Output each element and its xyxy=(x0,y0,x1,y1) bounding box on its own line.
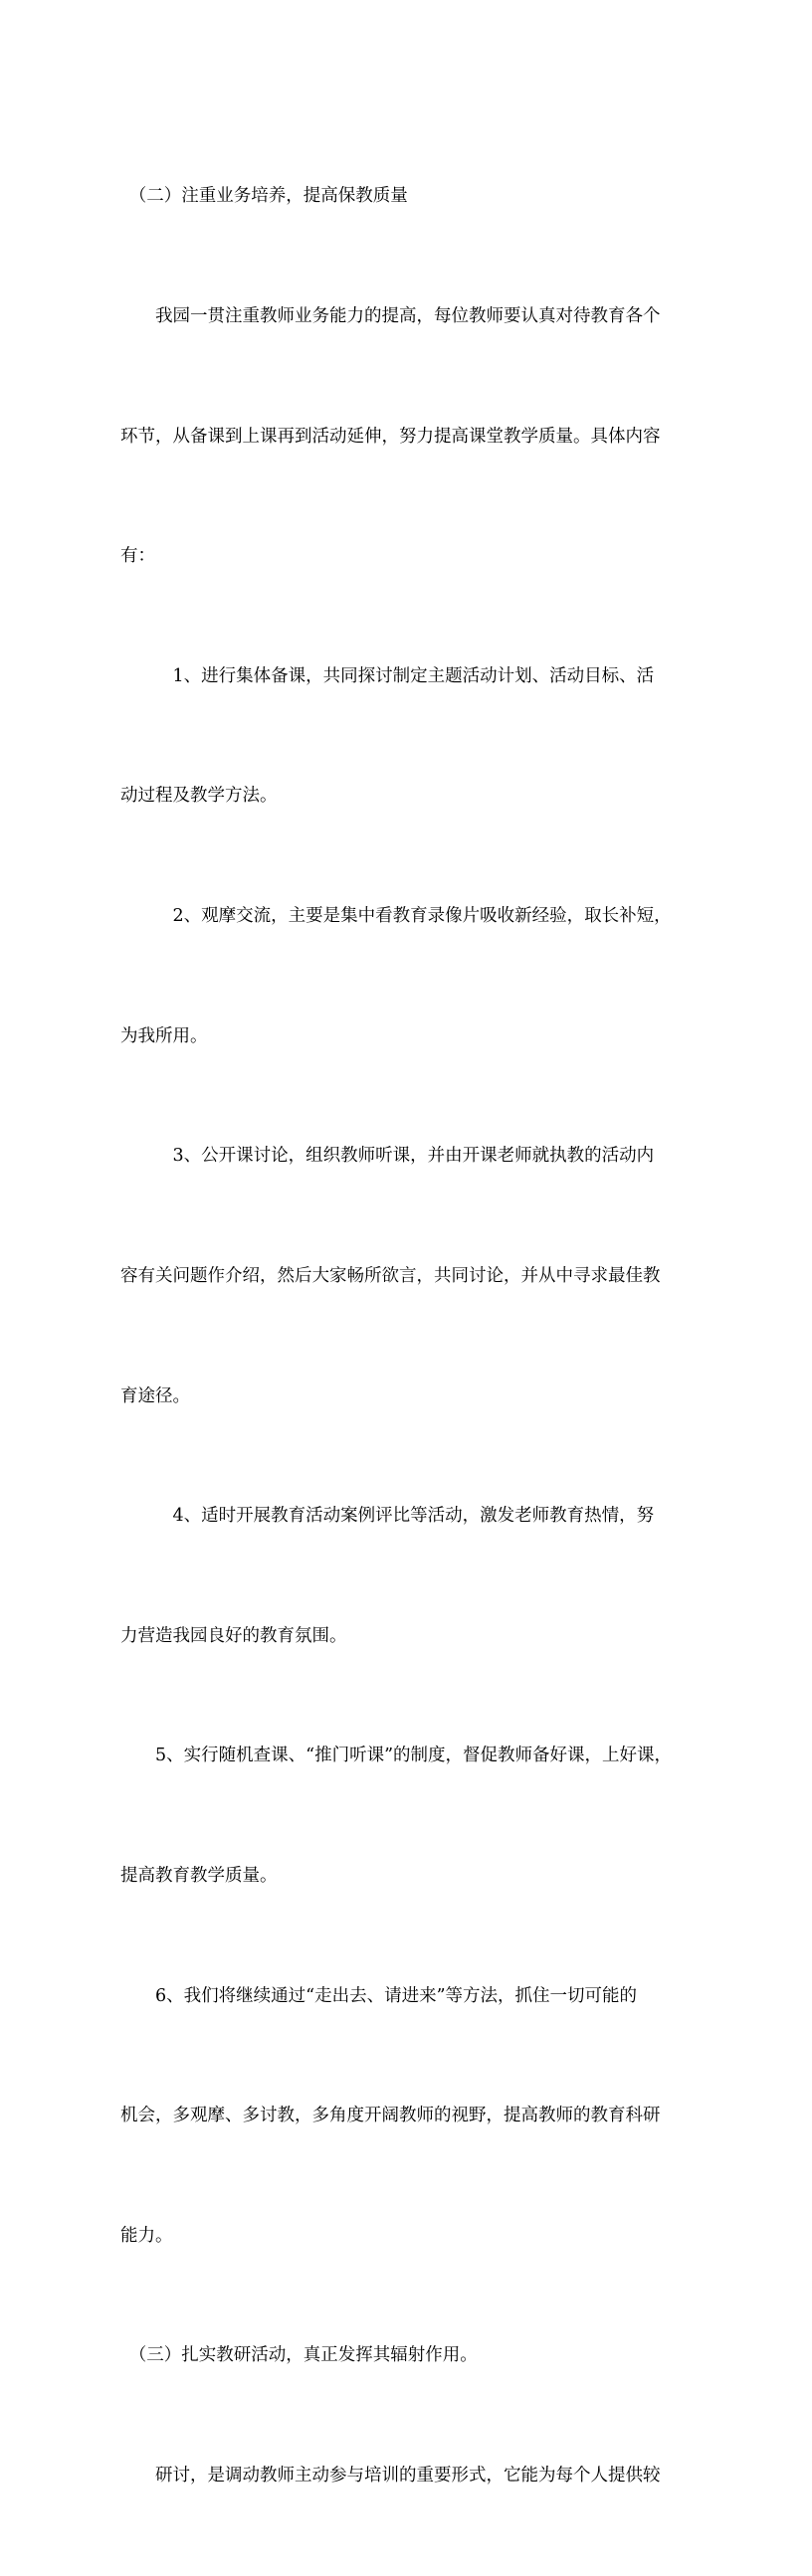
list-item-1-line: 1、进行集体备课，共同探讨制定主题活动计划、活动目标、活 xyxy=(120,665,655,686)
list-item-2-line: 2、观摩交流，主要是集中看教育录像片吸收新经验，取长补短， xyxy=(120,906,672,927)
list-item-5-line: 提高教育教学质量。 xyxy=(120,1865,278,1886)
list-item-4-line: 4、适时开展教育活动案例评比等活动，激发老师教育热情，努 xyxy=(120,1506,655,1527)
list-item-6-line: 6、我们将继续通过“走出去、请进来”等方法，抓住一切可能的 xyxy=(120,1985,638,2006)
paragraph-line: 有： xyxy=(120,546,155,567)
list-item-4-line: 力营造我园良好的教育氛围。 xyxy=(120,1625,347,1646)
list-item-3-line: 3、公开课讨论，组织教师听课，并由开课老师就执教的活动内 xyxy=(120,1146,655,1167)
list-item-2-line: 为我所用。 xyxy=(120,1025,208,1046)
list-item-3-line: 育途径。 xyxy=(120,1385,190,1406)
list-item-6-line: 能力。 xyxy=(120,2225,173,2246)
section-heading-2: （二）注重业务培养，提高保教质量 xyxy=(120,186,408,207)
paragraph-line: 研讨，是调动教师主动参与培训的重要形式，它能为每个人提供较 xyxy=(120,2465,661,2485)
list-item-1-line: 动过程及教学方法。 xyxy=(120,786,278,807)
document-text-block xyxy=(120,96,696,2576)
list-item-3-line: 容有关问题作介绍，然后大家畅所欲言，共同讨论，并从中寻求最佳教 xyxy=(120,1265,661,1286)
list-item-5-line: 5、实行随机查课、“推门听课”的制度，督促教师备好课，上好课， xyxy=(120,1746,673,1766)
paragraph-line: 环节，从备课到上课再到活动延伸，努力提高课堂教学质量。具体内容 xyxy=(120,426,661,447)
list-item-6-line: 机会，多观摩、多讨教，多角度开阔教师的视野，提高教师的教育科研 xyxy=(120,2106,661,2126)
section-heading-3: （三）扎实教研活动，真正发挥其辐射作用。 xyxy=(120,2345,478,2366)
paragraph-line: 我园一贯注重教师业务能力的提高，每位教师要认真对待教育各个 xyxy=(120,306,661,327)
